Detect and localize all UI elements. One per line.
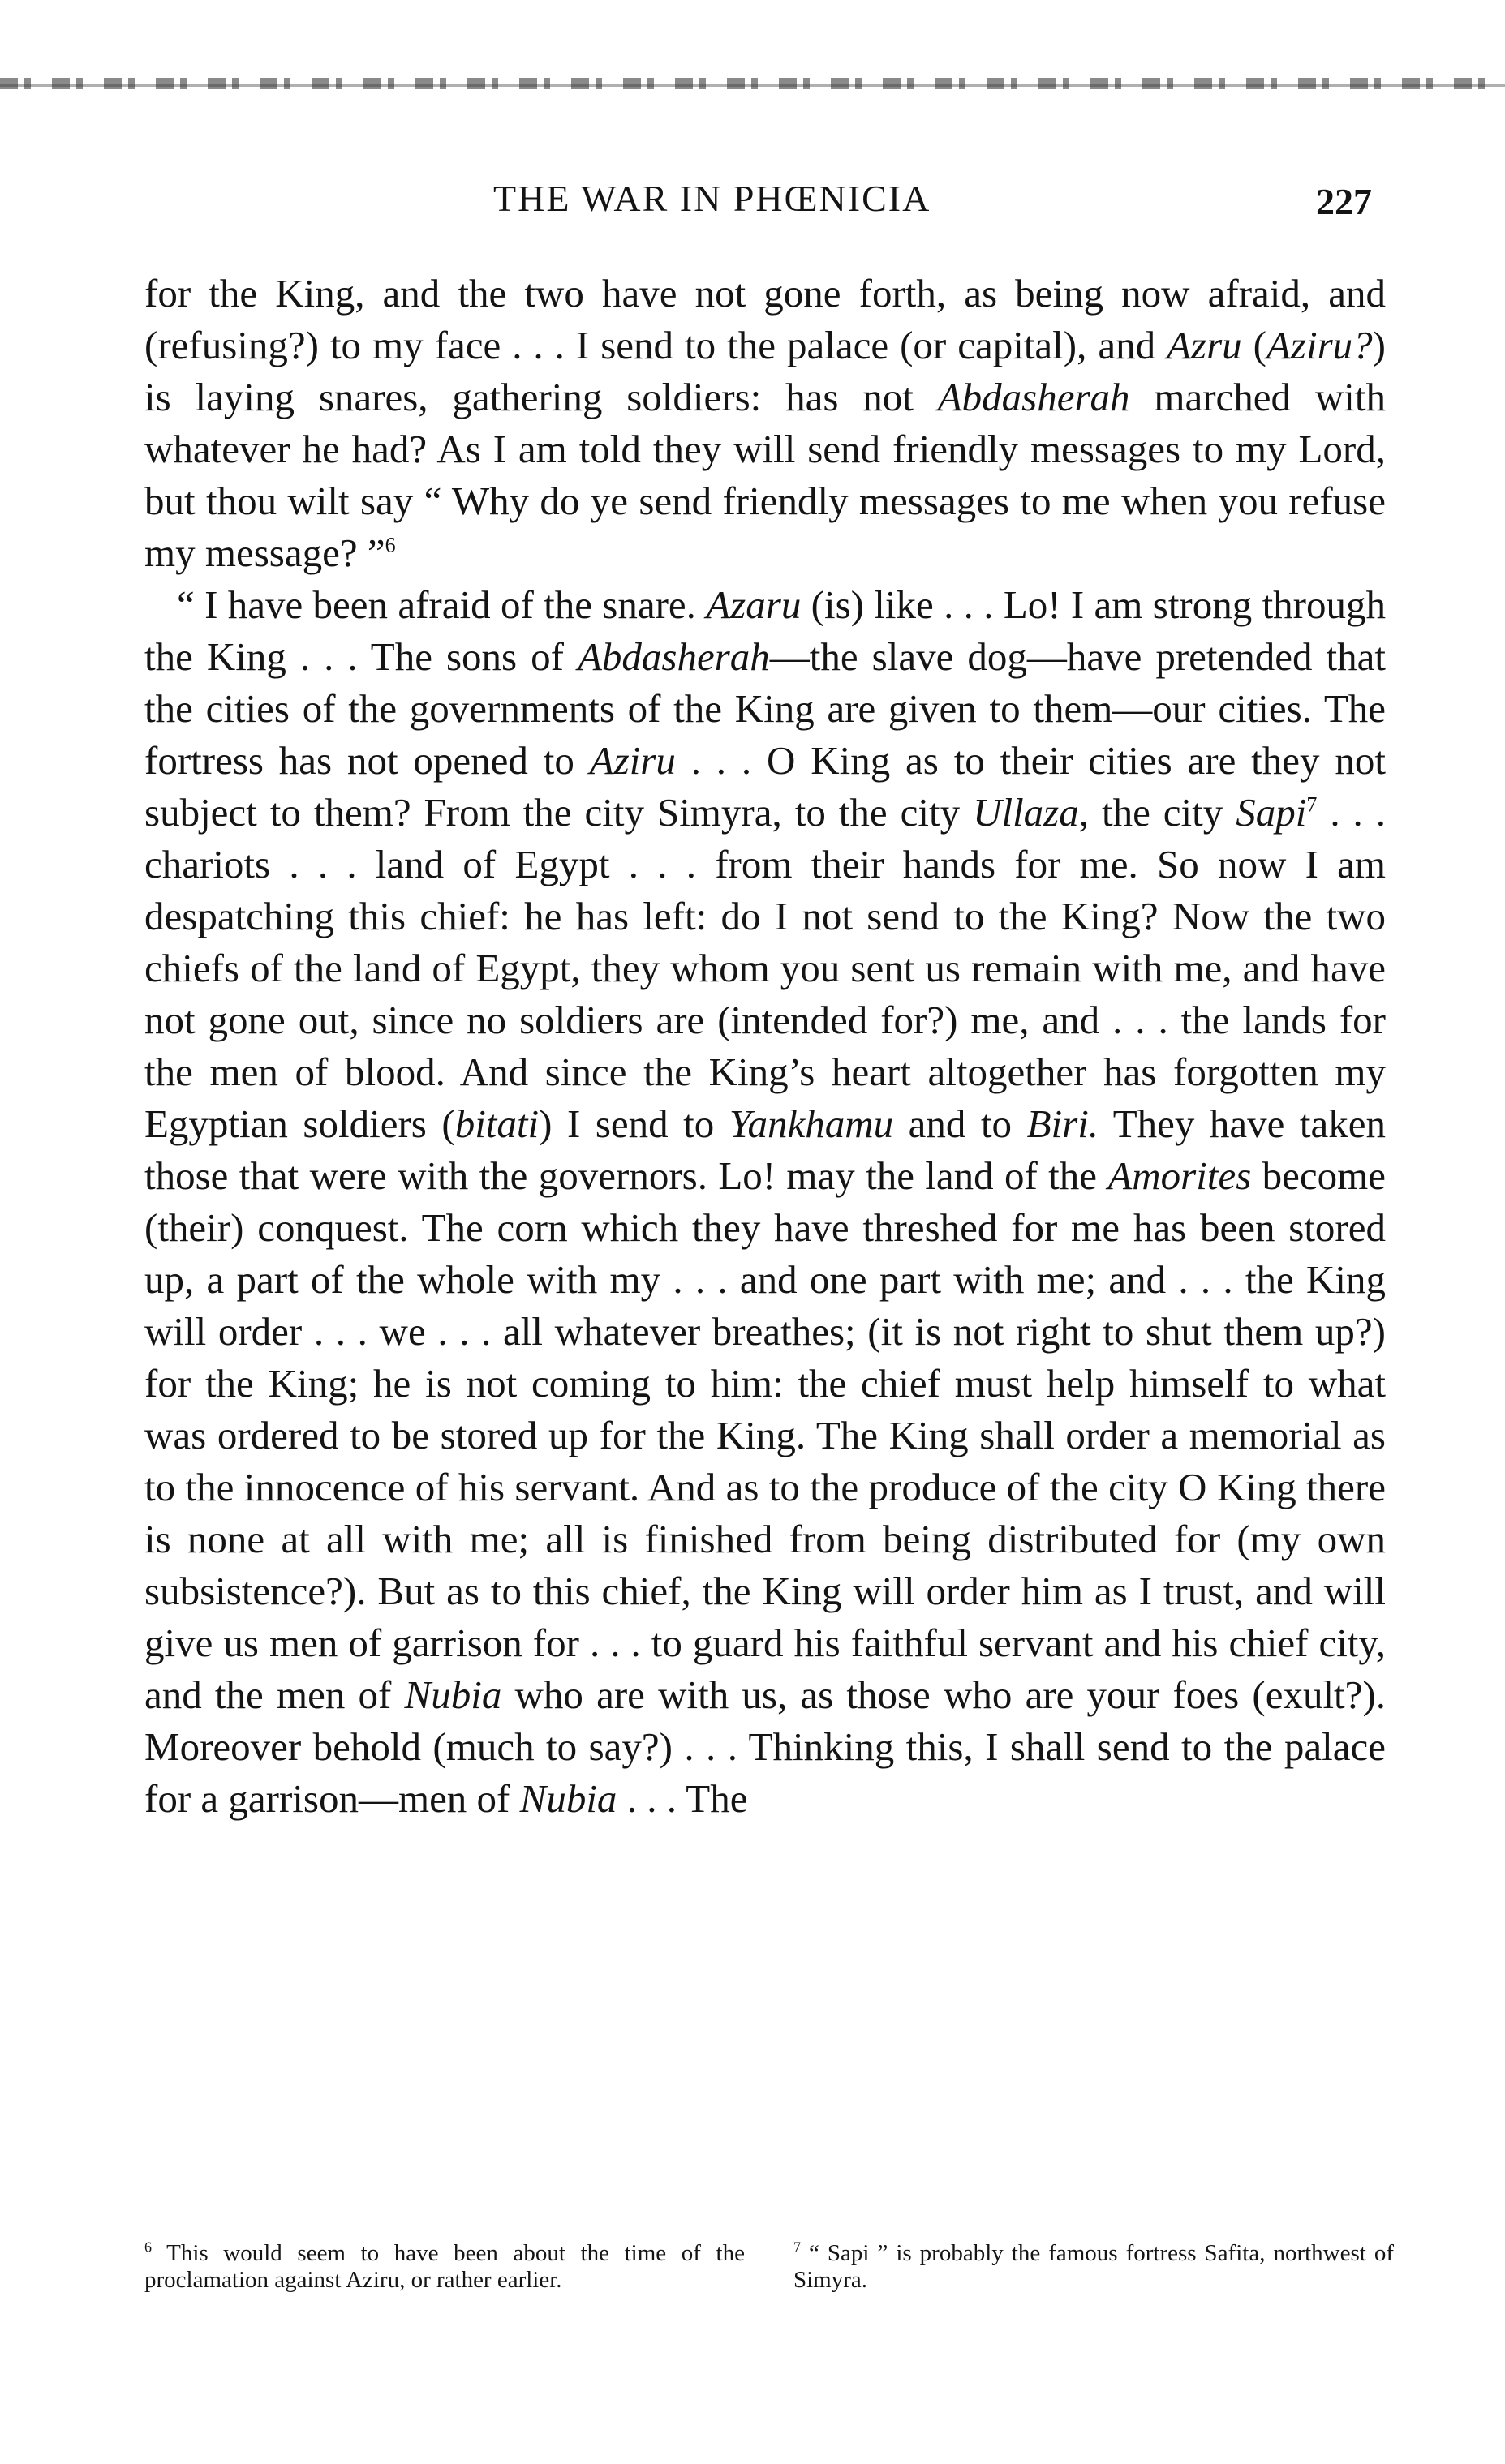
name-biri: Biri. xyxy=(1026,1101,1099,1146)
top-rule-line xyxy=(0,84,1505,87)
name-abdasherah: Abdasherah xyxy=(577,634,770,679)
body-text xyxy=(144,268,1386,1825)
name-abdasherah: Abdasherah xyxy=(937,375,1130,419)
name-nubia: Nubia xyxy=(519,1776,617,1821)
footnote-ref-7: 7 xyxy=(1306,792,1318,817)
footnote-ref-6: 6 xyxy=(385,533,396,557)
footnote-mark: 7 xyxy=(793,2239,801,2256)
name-azru: Azru xyxy=(1167,323,1242,367)
term-bitati: bitati xyxy=(454,1101,540,1146)
name-ullaza: Ullaza, xyxy=(973,790,1089,835)
name-sapi: Sapi xyxy=(1236,790,1307,835)
name-azaru: Azaru xyxy=(706,582,802,627)
footnote-mark: 6 xyxy=(144,2239,152,2256)
footnote-text: This would seem to have been about the time of the proclamation against Aziru, or rather earlier. xyxy=(144,2240,745,2293)
name-yankhamu: Yankhamu xyxy=(729,1101,894,1146)
footnote-6 xyxy=(144,2240,745,2294)
paragraph-2: “ I have been afraid of the snare. Azaru (is) like . . . Lo! I am strong through the King . . . The sons of Abdasherah—the slave dog—have pretended that the cities of the governments of the King are given to them—our cities. The fortress has not opened to Aziru . . . O King as to their cities are they not subject to them? From the city Simyra, to the city Ullaza, the city Sapi$^7$ . . . chariots . . . land of Egypt . . . from their hands for me. So now I am despatching this chief: he has left: do I not send to the King? Now the two chiefs of the land of Egypt, they whom you sent us remain with me, and have not gone out, since no soldiers are (intended for?) me, and . . . the lands for the men of blood. And since the King’s heart altogether has forgotten my Egyptian soldiers (bitati) I send to Yankhamu and to Biri. They have taken those that were with the governors. Lo! may the land of the Amorites become (their) conquest. The corn which they have threshed for me has been stored up, a part of the whole with my . . . and one part with me; and . . . the King will order . . . we . . . all whatever breathes; (it is not right to shut them up?) for the King; he is not coming to him: the chief must help himself to what was ordered to be stored up for the King. The King shall order a memorial as to the innocence of his servant. And as to the produce of the city O King there is none at all with me; all is finished from being distributed for (my own subsistence?). But as to this chief, the King will order him as I trust, and will give us men of garrison for . . . to guard his faithful servant and his chief city, and the men of Nubia who are with us, as those who are your foes (exult?). Moreover behold (much to say?) . . . Thinking this, I shall send to the palace for a garrison—men of Nubia . . . The xyxy=(144,582,1387,1821)
page-number: 227 xyxy=(1316,181,1372,222)
name-nubia: Nubia xyxy=(404,1672,502,1717)
footnote-7 xyxy=(793,2240,1394,2294)
running-title: THE WAR IN PHŒNICIA xyxy=(493,178,931,219)
paragraph-1: for the King, and the two have not gone forth, as being now afraid, and (refusing?) to my face . . . I send to the palace (or capital), and Azru (Aziru?) is laying snares, gathering soldiers: has not Abdasherah marched with whatever he had? As I am told they will send friendly messages to my Lord, but thou wilt say “ Why do ye send friendly messages to me when you refuse my message? ”$^6$ xyxy=(144,271,1386,575)
top-rule xyxy=(0,78,1505,89)
name-aziru: Aziru? xyxy=(1266,323,1373,367)
name-amorites: Amorites xyxy=(1107,1153,1252,1198)
running-head xyxy=(0,177,1505,225)
footnotes xyxy=(144,2240,1394,2294)
footnote-text: “ Sapi ” is probably the famous fortress Safita, northwest of Simyra. xyxy=(793,2240,1394,2293)
name-aziru: Aziru xyxy=(589,738,676,783)
